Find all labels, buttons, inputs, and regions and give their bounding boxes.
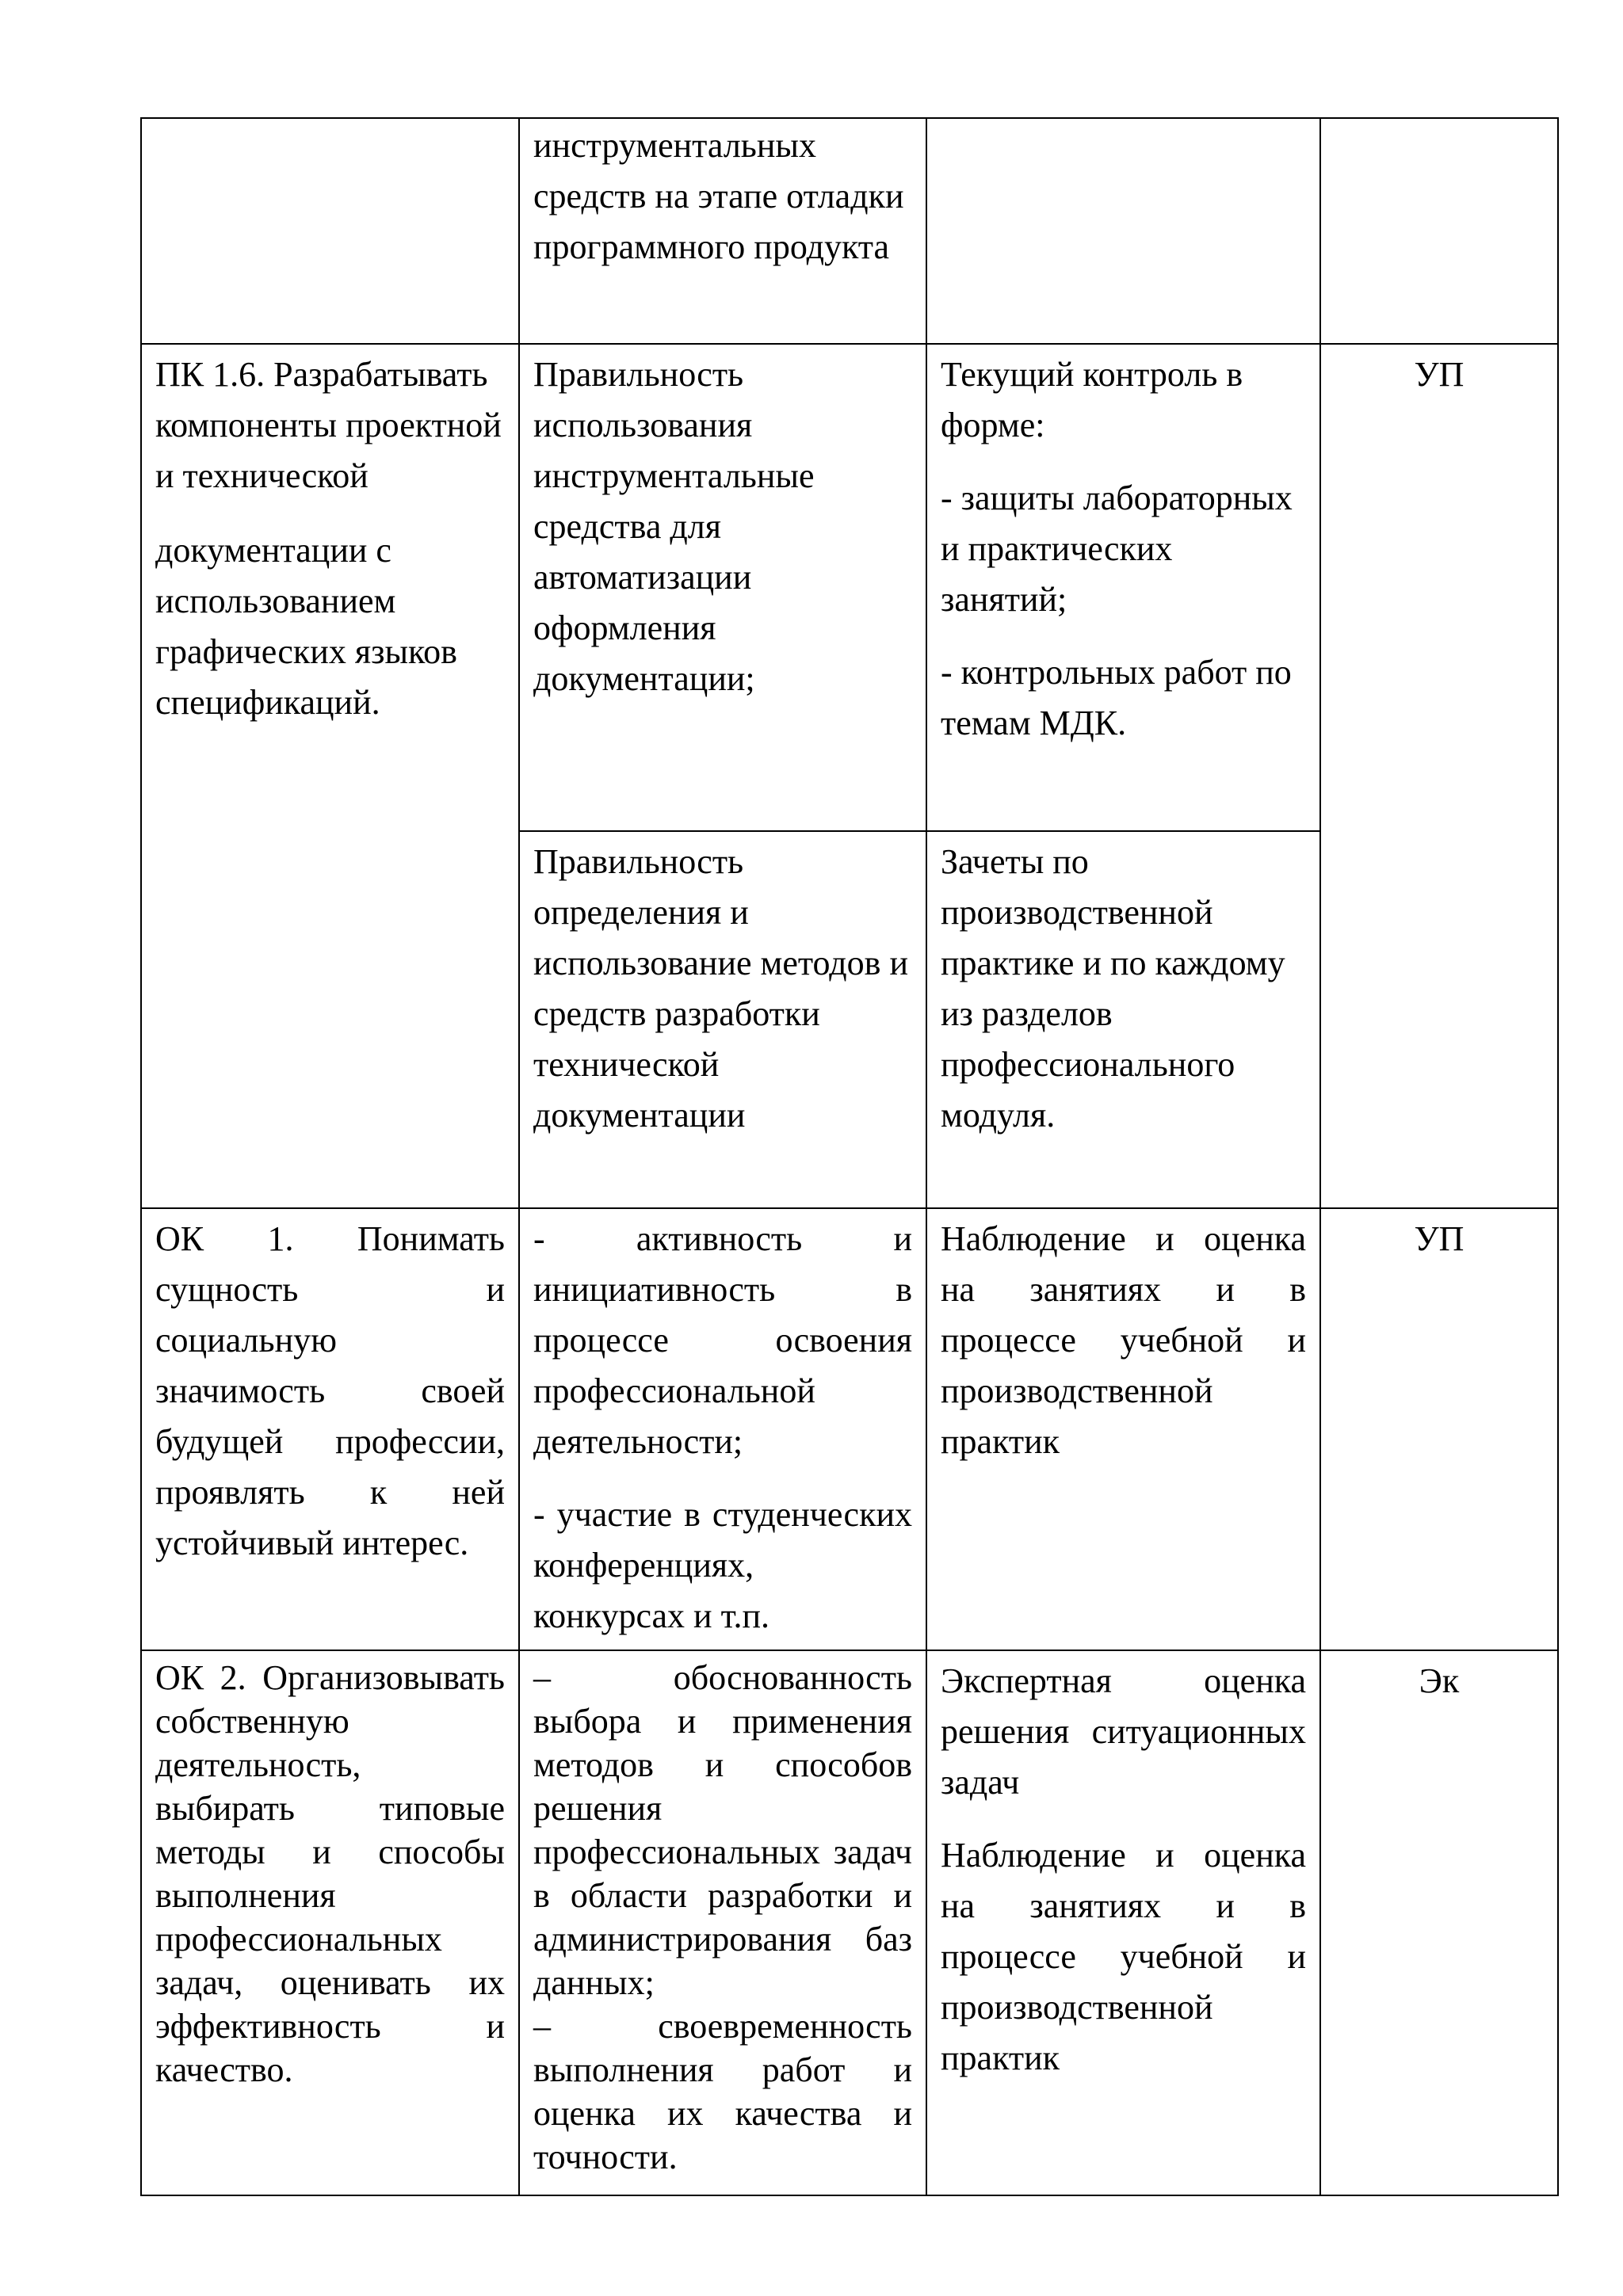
competency-text: ОК 1. Понимать сущность и социальную значимость своей будущей профессии, проявлять к ней устойчивый интерес. [155,1219,505,1562]
table-row [141,1208,1558,1650]
assessment-cell [1320,118,1558,344]
control-form-cell [926,344,1320,831]
control-form-cell [926,1650,1320,2195]
indicator-cell [519,118,926,344]
competency-text: ОК 2. Организовывать собственную деятельность, выбирать типовые методы и способы выполнения профессиональных задач, оценивать их эффективность и качество. [155,1658,505,2089]
control-form-text: - контрольных работ по темам МДК. [941,653,1292,742]
indicator-text: - участие в студенческих конференциях, конкурсах и т.п. [533,1495,912,1635]
competency-text: документации с использованием графических языков спецификаций. [155,531,457,722]
indicator-text: Правильность определения и использование методов и средств разработки технической документации [533,842,908,1135]
control-form-text: Экспертная оценка решения ситуационных задач [941,1661,1306,1802]
indicator-cell [519,1650,926,2195]
assessment-text: УП [1414,355,1465,394]
indicator-text: - активность и инициативность в процессе освоения профессиональной деятельности; [533,1219,912,1461]
assessment-cell [1320,1208,1558,1650]
assessment-cell [1320,344,1558,1208]
control-form-text: - защиты лабораторных и практических занятий; [941,479,1293,619]
indicator-text: инструментальных средств на этапе отладки программного продукта [533,126,904,266]
control-form-cell [926,1208,1320,1650]
control-form-text: Текущий контроль в форме: [941,355,1243,444]
control-form-cell [926,118,1320,344]
assessment-text: УП [1414,1219,1465,1258]
control-form-text: Наблюдение и оценка на занятиях и в процессе учебной и производственной практик [941,1219,1306,1461]
competency-cell [141,344,519,1208]
control-form-text: Наблюдение и оценка на занятиях и в процессе учебной и производственной практик [941,1836,1306,2077]
competency-cell [141,1208,519,1650]
indicator-cell [519,831,926,1208]
indicator-text: – своевременность выполнения работ и оценка их качества и точности. [533,2007,912,2176]
assessment-cell [1320,1650,1558,2195]
table-row [141,1650,1558,2195]
assessment-text: Эк [1419,1661,1460,1700]
control-form-cell [926,831,1320,1208]
indicator-cell [519,344,926,831]
competency-cell [141,118,519,344]
competency-text: ПК 1.6. Разрабатывать компоненты проектной и технической [155,355,502,495]
indicator-cell [519,1208,926,1650]
competency-cell [141,1650,519,2195]
indicator-text: – обоснованность выбора и применения методов и способов решения профессиональных задач в области разработки и администрирования баз данных; [533,1658,912,2002]
assessment-table [140,117,1559,2196]
table-row [141,344,1558,831]
control-form-text: Зачеты по производственной практике и по каждому из разделов профессионального модуля. [941,842,1285,1135]
table-row [141,118,1558,344]
indicator-text: Правильность использования инструментальные средства для автоматизации оформления документации; [533,355,815,698]
